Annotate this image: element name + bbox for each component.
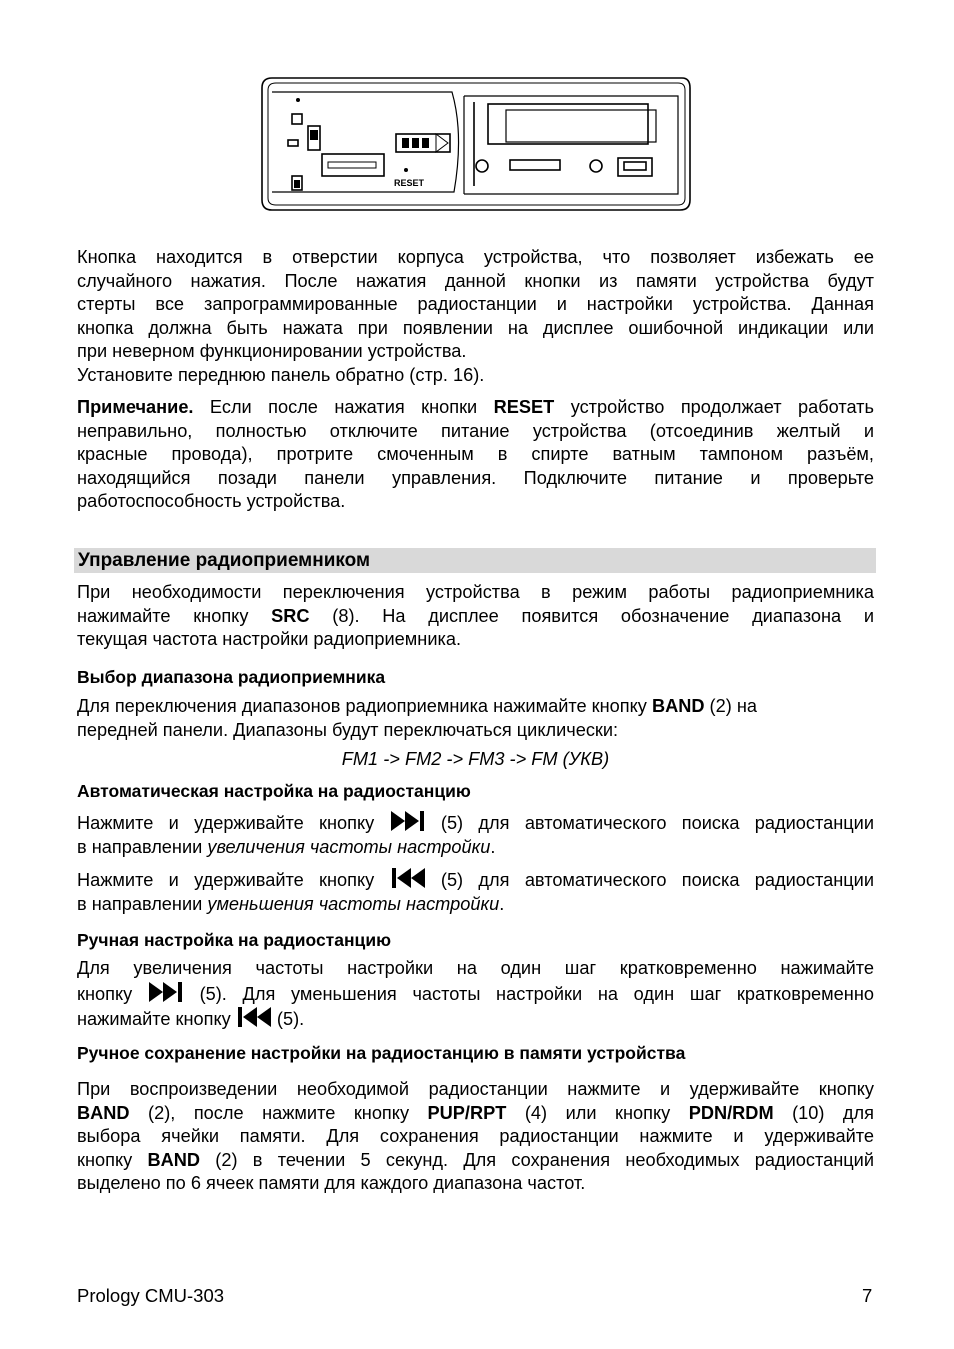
auto-text: Нажмите и удерживайте кнопку [77,813,390,833]
band-keyword: BAND [77,1102,130,1123]
store-line-5: выделено по 6 ячеек памяти для каждого диапазона частот. [77,1173,586,1194]
footer-product: Prology CMU-303 [77,1285,225,1306]
note-line-5: работоспособность устройства. [77,491,346,512]
intro-text: (8). На дисплее появится обозначение диапазона и [309,605,874,626]
store-paragraph [77,1078,874,1196]
previous-track-icon [236,1006,272,1028]
auto-text: (5) для автоматического поиска радиостанции [425,870,874,890]
manual-text: нажимайте кнопку [77,1009,236,1030]
store-line-4 [77,1149,874,1173]
band-text: (2) на [704,696,757,716]
reset-paragraph [77,246,874,388]
band-paragraph [77,695,874,742]
store-line-3: выбора ячейки памяти. Для сохранения радиостанции нажмите и удерживайте [77,1126,874,1147]
manual-line-3 [77,1006,874,1032]
pdn-rdm-keyword: PDN/RDM [688,1102,774,1123]
store-line-2 [77,1102,874,1126]
note-line-1 [77,396,874,420]
band-line-2: передней панели. Диапазоны будут переключаться циклически: [77,719,619,740]
reset-label: RESET [394,178,425,188]
intro-line-2 [77,605,874,629]
auto-p2-line-1 [77,867,874,893]
intro-text: нажимайте кнопку [77,605,272,626]
note-paragraph [77,396,874,514]
car-stereo-chassis-illustration [258,74,694,214]
auto-text: . [490,836,496,857]
note-label: Примечание. [77,397,194,417]
manual-subheading: Ручная настройка на радиостанцию [77,930,392,950]
note-text: устройство продолжает работать [554,397,874,417]
auto-text: в направлении [77,836,208,857]
band-text: Для переключения диапазонов радиоприемника нажимайте кнопку [77,696,652,716]
page-number: 7 [862,1285,873,1306]
note-line-3: красные провода), протрите смоченным в спирте ватным тампоном разъём, [77,444,874,465]
src-keyword: SRC [271,605,310,626]
band-keyword: BAND [147,1149,201,1170]
auto-emphasis: уменьшения частоты настройки [207,893,500,914]
radio-intro-paragraph [77,581,874,652]
band-subheading: Выбор диапазона радиоприемника [77,667,386,687]
auto-paragraph-2 [77,867,874,916]
note-line-4: находящийся позади панели управления. Подключите питание и проверьте [77,467,874,488]
band-keyword: BAND [651,696,705,716]
band-cycle: FM1 -> FM2 -> FM3 -> FM (УКВ) [341,749,610,769]
auto-paragraph-1 [77,810,874,859]
auto-subheading: Автоматическая настройка на радиостанцию [77,781,471,801]
section-heading-bar [74,548,876,573]
store-subheading: Ручное сохранение настройки на радиостанцию в памяти устройства [77,1043,686,1063]
manual-text: (5). [271,1009,305,1030]
reset-p1-last-line: при неверном функционировании устройства. [77,341,467,362]
reset-p1-line: Кнопка находится в отверстии корпуса устройства, что позволяет избежать ее [77,247,874,267]
auto-p1-line-2 [77,836,874,860]
reset-keyword: RESET [493,397,555,417]
intro-line-3: текущая частота настройки радиоприемника. [77,629,462,650]
note-text: Если после нажатия кнопки [193,397,494,417]
previous-track-icon [390,867,426,889]
band-line-1 [77,695,874,719]
manual-text: кнопку [77,983,148,1004]
store-text: (2) в течении 5 секунд. Для сохранения необходимых радиостанций [200,1149,874,1170]
reset-p1-line: кнопка должна быть нажата при появлении на дисплее ошибочной индикации или [77,317,874,338]
manual-paragraph [77,957,874,1032]
reset-p1-line: стерты все запрограммированные радиостанции и настройки устройства. Данная [77,294,874,315]
auto-text: . [499,893,505,914]
manual-line-2 [77,981,874,1007]
auto-p2-line-2 [77,893,874,917]
pup-rpt-keyword: PUP/RPT [427,1102,507,1123]
intro-line-1: При необходимости переключения устройства в режим работы радиоприемника [77,582,874,602]
auto-p1-line-1 [77,810,874,836]
store-line-1: При воспроизведении необходимой радиостанции нажмите и удерживайте кнопку [77,1079,874,1099]
section-title: Управление радиоприемником [78,550,371,571]
store-text: (4) или кнопку [506,1102,689,1123]
reset-p1-line: случайного нажатия. После нажатия данной кнопки из памяти устройства будут [77,270,874,291]
store-text: кнопку [77,1149,148,1170]
next-track-icon [148,981,184,1003]
auto-text: в направлении [77,893,208,914]
store-text: (10) для [773,1102,874,1123]
auto-emphasis: увеличения частоты настройки [207,836,491,857]
reset-p2: Установите переднюю панель обратно (стр. 16). [77,364,485,385]
note-line-2: неправильно, полностью отключите питание устройства (отсоединив желтый и [77,420,874,441]
manual-text: (5). Для уменьшения частоты настройки на один шаг кратковременно [183,983,874,1004]
next-track-icon [390,810,426,832]
manual-line-1: Для увеличения частоты настройки на один шаг кратковременно нажимайте [77,958,874,978]
auto-text: (5) для автоматического поиска радиостанции [425,813,874,833]
auto-text: Нажмите и удерживайте кнопку [77,870,390,890]
store-text: (2), после нажмите кнопку [129,1102,428,1123]
